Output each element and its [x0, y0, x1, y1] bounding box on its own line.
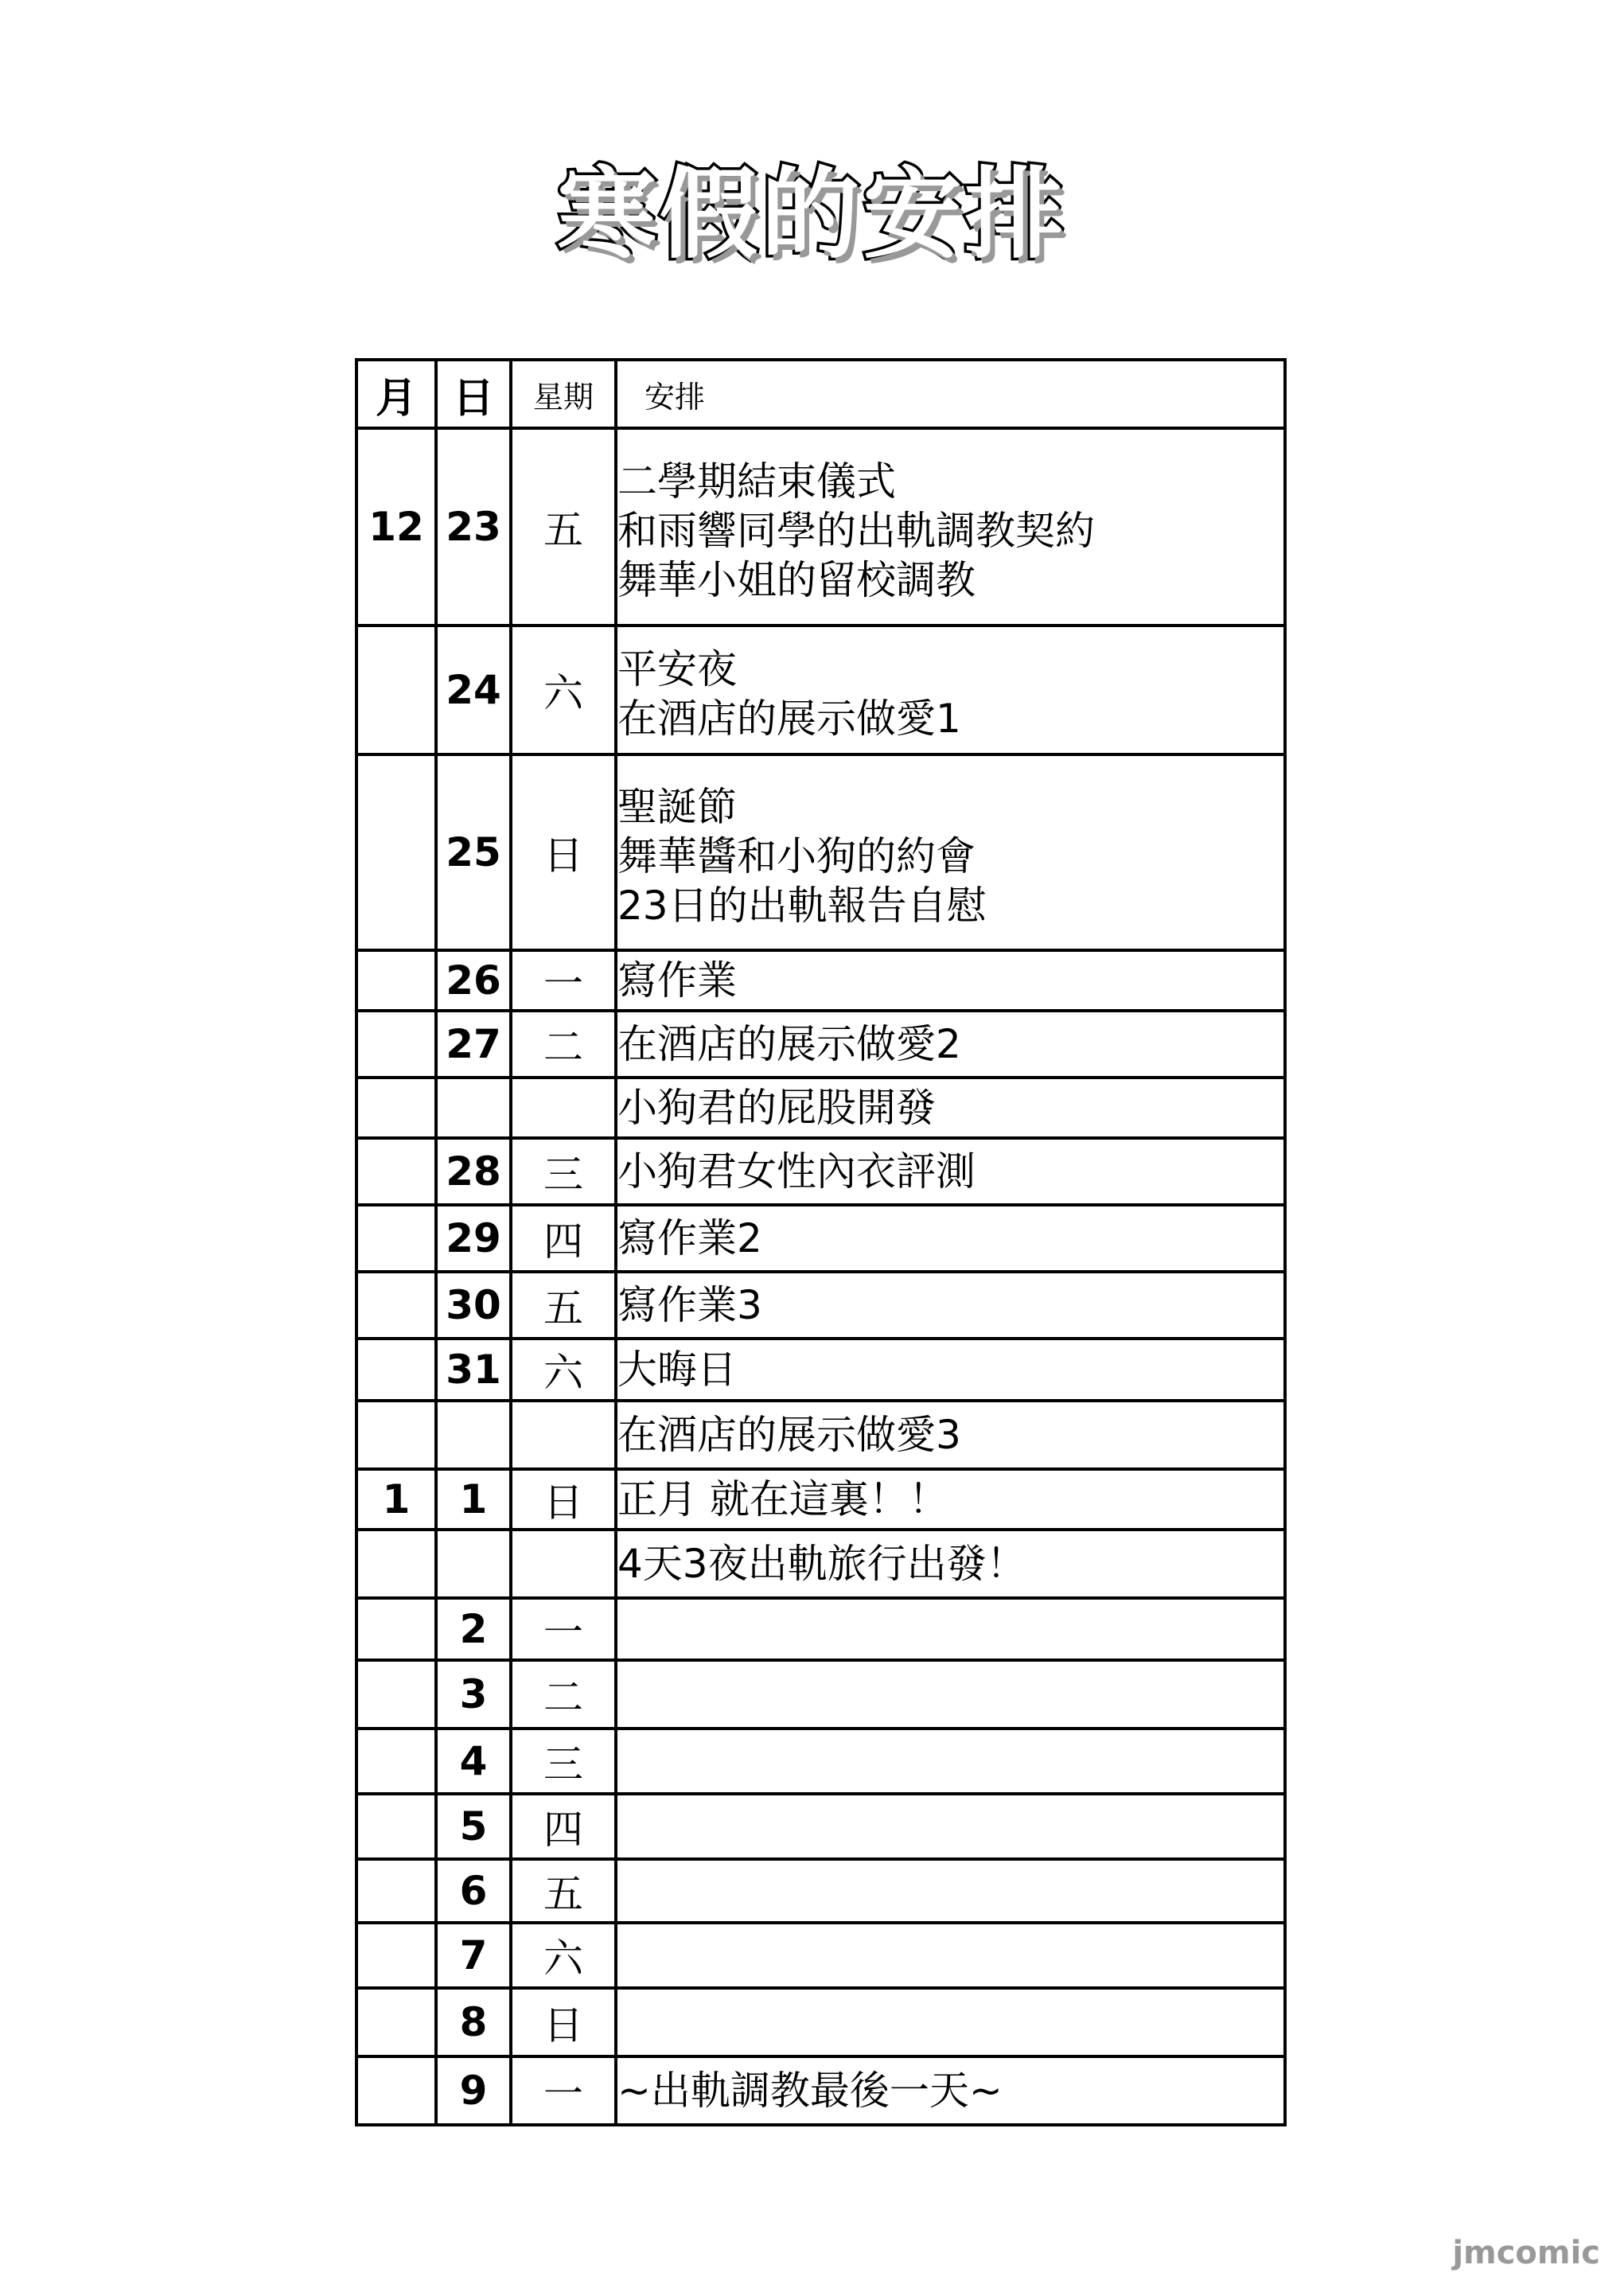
day-cell: 1 — [436, 1469, 511, 1530]
plan-line: 4天3夜出軌旅行出發！ — [617, 1541, 1026, 1587]
month-cell — [356, 626, 436, 754]
month-cell — [356, 1794, 436, 1859]
table-row — [356, 754, 1285, 950]
plan-cell — [616, 1859, 1285, 1923]
table-row — [356, 1729, 1285, 1794]
weekday-cell: 一 — [511, 1598, 616, 1660]
table-row — [356, 1923, 1285, 1988]
month-cell — [356, 1988, 436, 2056]
month-cell — [356, 1598, 436, 1660]
month-cell — [356, 1011, 436, 1078]
plan-line: 寫作業 — [617, 957, 737, 1004]
header-day: 日 — [436, 360, 511, 428]
month-cell — [356, 2056, 436, 2125]
day-cell: 6 — [436, 1859, 511, 1923]
plan-cell — [616, 950, 1285, 1011]
weekday-cell: 五 — [511, 1272, 616, 1339]
day-cell: 31 — [436, 1339, 511, 1401]
table-row — [356, 950, 1285, 1011]
weekday-cell — [511, 1401, 616, 1469]
day-cell: 3 — [436, 1660, 511, 1729]
plan-cell — [616, 1401, 1285, 1469]
header-row — [356, 360, 1285, 428]
month-cell — [356, 1923, 436, 1988]
day-cell: 29 — [436, 1205, 511, 1272]
header-weekday: 星期 — [511, 360, 616, 428]
plan-line: 在酒店的展示做愛2 — [617, 1021, 961, 1067]
table-row — [356, 1598, 1285, 1660]
header-plan: 安排 — [616, 360, 1285, 428]
table-row — [356, 1339, 1285, 1401]
weekday-cell: 六 — [511, 1923, 616, 1988]
weekday-cell: 三 — [511, 1138, 616, 1205]
plan-cell — [616, 1923, 1285, 1988]
weekday-cell: 四 — [511, 1794, 616, 1859]
plan-line: 小狗君的屁股開發 — [617, 1085, 936, 1131]
weekday-cell: 二 — [511, 1011, 616, 1078]
plan-line: 小狗君女性內衣評測 — [617, 1148, 976, 1195]
weekday-cell: 五 — [511, 1859, 616, 1923]
plan-line: 舞華小姐的留校調教 — [617, 557, 976, 603]
plan-cell — [616, 1011, 1285, 1078]
plan-cell — [616, 1729, 1285, 1794]
plan-line: 寫作業2 — [617, 1215, 762, 1261]
day-cell: 26 — [436, 950, 511, 1011]
month-cell — [356, 1138, 436, 1205]
table-row — [356, 1078, 1285, 1138]
plan-line: 23日的出軌報告自慰 — [617, 883, 987, 929]
month-cell — [356, 1272, 436, 1339]
day-cell — [436, 1078, 511, 1138]
plan-cell — [616, 1272, 1285, 1339]
table-row — [356, 1011, 1285, 1078]
weekday-cell: 四 — [511, 1205, 616, 1272]
day-cell: 7 — [436, 1923, 511, 1988]
day-cell: 24 — [436, 626, 511, 754]
plan-line: ~出軌調教最後一天~ — [617, 2068, 1003, 2114]
weekday-cell: 六 — [511, 1339, 616, 1401]
day-cell: 5 — [436, 1794, 511, 1859]
table-row — [356, 1988, 1285, 2056]
month-cell: 1 — [356, 1469, 436, 1530]
day-cell: 4 — [436, 1729, 511, 1794]
day-cell: 28 — [436, 1138, 511, 1205]
month-cell: 12 — [356, 428, 436, 626]
month-cell — [356, 1205, 436, 1272]
day-cell: 2 — [436, 1598, 511, 1660]
weekday-cell — [511, 1078, 616, 1138]
weekday-cell: 日 — [511, 1988, 616, 2056]
weekday-cell: 一 — [511, 2056, 616, 2125]
plan-cell — [616, 2056, 1285, 2125]
table-row — [356, 1469, 1285, 1530]
plan-line: 和雨響同學的出軌調教契約 — [617, 508, 1095, 554]
month-cell — [356, 1401, 436, 1469]
month-cell — [356, 754, 436, 950]
plan-line: 平安夜 — [617, 646, 737, 692]
table-row — [356, 1859, 1285, 1923]
plan-cell — [616, 1660, 1285, 1729]
weekday-cell: 日 — [511, 754, 616, 950]
plan-line: 正月 就在這裏！！ — [617, 1476, 948, 1522]
day-cell — [436, 1401, 511, 1469]
day-cell: 25 — [436, 754, 511, 950]
plan-cell — [616, 428, 1285, 626]
weekday-cell: 二 — [511, 1660, 616, 1729]
month-cell — [356, 1729, 436, 1794]
table-row — [356, 1660, 1285, 1729]
month-cell — [356, 1339, 436, 1401]
weekday-cell: 三 — [511, 1729, 616, 1794]
month-cell — [356, 1660, 436, 1729]
plan-line: 寫作業3 — [617, 1282, 762, 1328]
day-cell: 30 — [436, 1272, 511, 1339]
plan-cell — [616, 1794, 1285, 1859]
plan-cell — [616, 1469, 1285, 1530]
table-row — [356, 1794, 1285, 1859]
table-row — [356, 1530, 1285, 1598]
day-cell: 23 — [436, 428, 511, 626]
month-cell — [356, 1859, 436, 1923]
month-cell — [356, 950, 436, 1011]
plan-line: 聖誕節 — [617, 784, 737, 830]
plan-cell — [616, 754, 1285, 950]
plan-line: 在酒店的展示做愛3 — [617, 1412, 961, 1458]
weekday-cell: 五 — [511, 428, 616, 626]
plan-cell — [616, 626, 1285, 754]
plan-line: 二學期結束儀式 — [617, 458, 896, 505]
table-row — [356, 1272, 1285, 1339]
plan-cell — [616, 1598, 1285, 1660]
table-row — [356, 1138, 1285, 1205]
schedule-table — [355, 358, 1287, 2126]
weekday-cell: 六 — [511, 626, 616, 754]
day-cell: 8 — [436, 1988, 511, 2056]
plan-cell — [616, 1988, 1285, 2056]
plan-cell — [616, 1530, 1285, 1598]
month-cell — [356, 1530, 436, 1598]
plan-cell — [616, 1339, 1285, 1401]
weekday-cell: 日 — [511, 1469, 616, 1530]
day-cell: 9 — [436, 2056, 511, 2125]
plan-cell — [616, 1078, 1285, 1138]
day-cell — [436, 1530, 511, 1598]
page-title: 寒假的安排 — [557, 158, 1067, 272]
table-row — [356, 2056, 1285, 2125]
weekday-cell — [511, 1530, 616, 1598]
month-cell — [356, 1078, 436, 1138]
weekday-cell: 一 — [511, 950, 616, 1011]
watermark-logo: jmcomic — [1452, 2235, 1600, 2271]
plan-line: 舞華醬和小狗的約會 — [617, 833, 976, 879]
header-month: 月 — [356, 360, 436, 428]
table-row — [356, 626, 1285, 754]
plan-cell — [616, 1138, 1285, 1205]
plan-line: 大晦日 — [617, 1347, 737, 1393]
table-row — [356, 1205, 1285, 1272]
table-row — [356, 1401, 1285, 1469]
day-cell: 27 — [436, 1011, 511, 1078]
plan-line: 在酒店的展示做愛1 — [617, 696, 961, 742]
table-row — [356, 428, 1285, 626]
plan-cell — [616, 1205, 1285, 1272]
